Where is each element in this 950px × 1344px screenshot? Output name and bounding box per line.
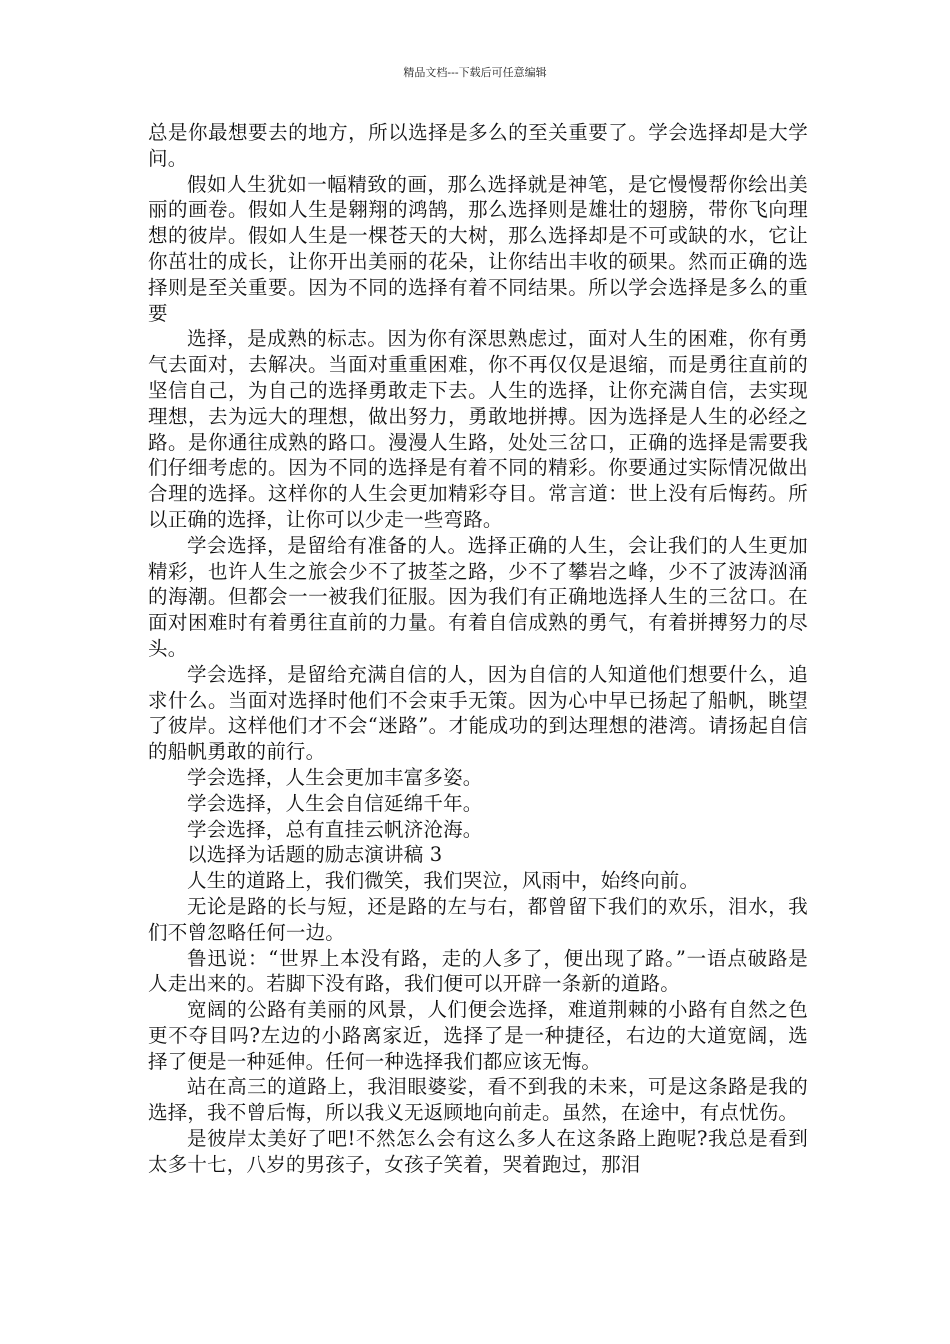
paragraph: 无论是路的长与短，还是路的左与右，都曾留下我们的欢乐，泪水，我们不曾忽略任何一边。 bbox=[148, 894, 808, 944]
paragraph: 学会选择，是留给有准备的人。选择正确的人生，会让我们的人生更加精彩，也许人生之旅会少不了披荃之路，少不了攀岩之峰，少不了波涛汹涌的海潮。但都会一一被我们征服。因为我们有正确地选择人生的三岔口。在面对困难时有着勇往直前的力量。有着自信成熟的勇气，有着拼搏努力的尽头。 bbox=[148, 533, 808, 660]
document-body bbox=[148, 120, 808, 1178]
paragraph: 学会选择，人生会更加丰富多姿。 bbox=[187, 765, 483, 789]
paragraph: 宽阔的公路有美丽的风景，人们便会选择，难道荆棘的小路有自然之色更不夺目吗?左边的小路离家近，选择了是一种捷径，右边的大道宽阔，选择了便是一种延伸。任何一种选择我们都应该无悔。 bbox=[148, 998, 808, 1073]
paragraph: 选择，是成熟的标志。因为你有深思熟虑过，面对人生的困难，你有勇气去面对，去解决。当面对重重困难，你不再仅仅是退缩，而是勇往直前的坚信自己，为自己的选择勇敢走下去。人生的选择，让你充满自信，去实现理想，去为远大的理想，做出努力，勇敢地拼搏。因为选择是人生的必经之路。是你通往成熟的路口。漫漫人生路，处处三岔口，正确的选择是需要我们仔细考虑的。因为不同的选择是有着不同的精彩。你要通过实际情况做出合理的选择。这样你的人生会更加精彩夺目。常言道：世上没有后悔药。所以正确的选择，让你可以少走一些弯路。 bbox=[148, 327, 808, 531]
paragraph: 总是你最想要去的地方，所以选择是多么的至关重要了。学会选择却是大学问。 bbox=[148, 121, 808, 170]
paragraph: 学会选择，人生会自信延绵千年。 bbox=[187, 791, 483, 815]
page-header: 精品文档---下载后可任意编辑 bbox=[403, 66, 547, 79]
paragraph: 假如人生犹如一幅精致的画，那么选择就是神笔，是它慢慢帮你绘出美丽的画卷。假如人生是翱翔的鸿鹄，那么选择则是雄壮的翅膀，带你飞向理想的彼岸。假如人生是一棵苍天的大树，那么选择却是不可或缺的水，它让你茁壮的成长，让你开出美丽的花朵，让你结出丰收的硕果。然而正确的选择则是至关重要。因为不同的选择有着不同结果。所以学会选择是多么的重要 bbox=[148, 172, 808, 325]
paragraph: 鲁迅说：“世界上本没有路，走的人多了，便出现了路。”一语点破路是人走出来的。若脚下没有路，我们便可以开辟一条新的道路。 bbox=[148, 946, 808, 996]
paragraph: 人生的道路上，我们微笑，我们哭泣，风雨中，始终向前。 bbox=[187, 869, 700, 893]
paragraph: 以选择为话题的励志演讲稿 3 bbox=[187, 843, 443, 867]
paragraph: 学会选择，是留给充满自信的人，因为自信的人知道他们想要什么，追求什么。当面对选择时他们不会束手无策。因为心中早已扬起了船帆，眺望了彼岸。这样他们才不会“迷路”。才能成功的到达理想的港湾。请扬起自信的船帆勇敢的前行。 bbox=[148, 662, 808, 764]
paragraph: 站在高三的道路上，我泪眼婆娑，看不到我的未来，可是这条路是我的选择，我不曾后悔，所以我义无返顾地向前走。虽然，在途中，有点忧伤。 bbox=[148, 1075, 808, 1125]
paragraph: 学会选择，总有直挂云帆济沧海。 bbox=[187, 817, 483, 841]
paragraph: 是彼岸太美好了吧!不然怎么会有这么多人在这条路上跑呢?我总是看到太多十七，八岁的男孩子，女孩子笑着，哭着跑过，那泪 bbox=[148, 1127, 808, 1176]
